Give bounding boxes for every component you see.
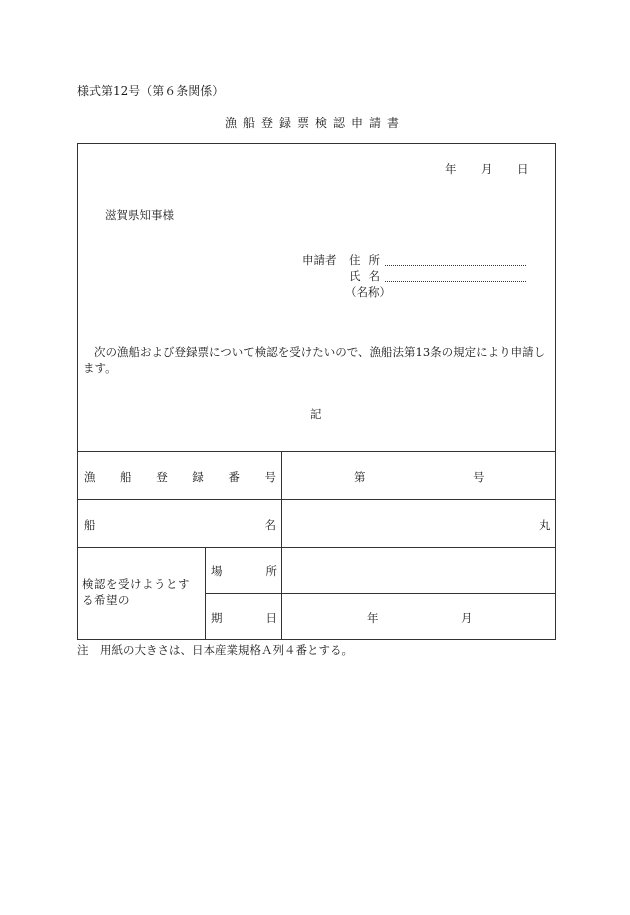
label-char: 期: [211, 611, 223, 625]
registration-number-input[interactable]: [370, 464, 470, 486]
row-divider-3: [205, 593, 556, 594]
ship-name-suffix: 丸: [539, 518, 551, 532]
label-char: 日: [265, 611, 277, 625]
period-month-label: 月: [461, 611, 473, 625]
application-statement: 次の漁船および登録票について検認を受けたいので、漁船法第13条の規定により申請します。: [83, 345, 546, 375]
desired-inspection-label: 検認を受けようとする希望の: [82, 577, 190, 607]
ki-marker: 記: [310, 407, 322, 421]
period-input[interactable]: [300, 604, 360, 628]
registration-number-label: [84, 469, 276, 485]
table-top-border: [77, 451, 556, 452]
date-month-label: 月: [481, 162, 493, 176]
address-field[interactable]: [385, 265, 526, 266]
period-year-label: 年: [367, 611, 379, 625]
label-char: 場: [211, 564, 223, 578]
label-char: 船: [84, 518, 96, 532]
label-char: 所: [265, 564, 277, 578]
name-field[interactable]: [385, 281, 526, 282]
registration-number-prefix: 第: [354, 470, 366, 484]
column-divider-sub: [205, 547, 206, 640]
name-label: 氏名: [349, 269, 388, 283]
corporate-name-label: （名称）: [345, 285, 391, 299]
ship-name-input[interactable]: [288, 512, 528, 534]
period-label: [211, 610, 277, 626]
registration-number-suffix: 号: [473, 470, 485, 484]
label-char: 名: [264, 518, 276, 532]
label-char: 号: [264, 470, 276, 484]
form-number: 様式第12号（第６条関係）: [77, 84, 225, 98]
label-char: 船: [120, 470, 132, 484]
label-char: 番: [228, 470, 240, 484]
label-char: 漁: [84, 470, 96, 484]
row-divider-1: [77, 499, 556, 500]
date-year-label: 年: [445, 162, 457, 176]
document-title: 漁船登録票検認申請書: [224, 116, 405, 130]
address-label: 住所: [349, 253, 388, 267]
label-char: 録: [192, 470, 204, 484]
addressee: 滋賀県知事様: [105, 208, 174, 222]
row-divider-2: [77, 547, 556, 548]
label-char: 登: [156, 470, 168, 484]
footnote: 注 用紙の大きさは、日本産業規格Ａ列４番とする。: [77, 643, 353, 657]
column-divider-main: [281, 451, 282, 640]
date-day-label: 日: [517, 162, 529, 176]
place-label: [211, 563, 277, 579]
ship-name-label: [84, 517, 276, 533]
applicant-label: 申請者: [302, 253, 337, 267]
place-input[interactable]: [288, 558, 550, 582]
